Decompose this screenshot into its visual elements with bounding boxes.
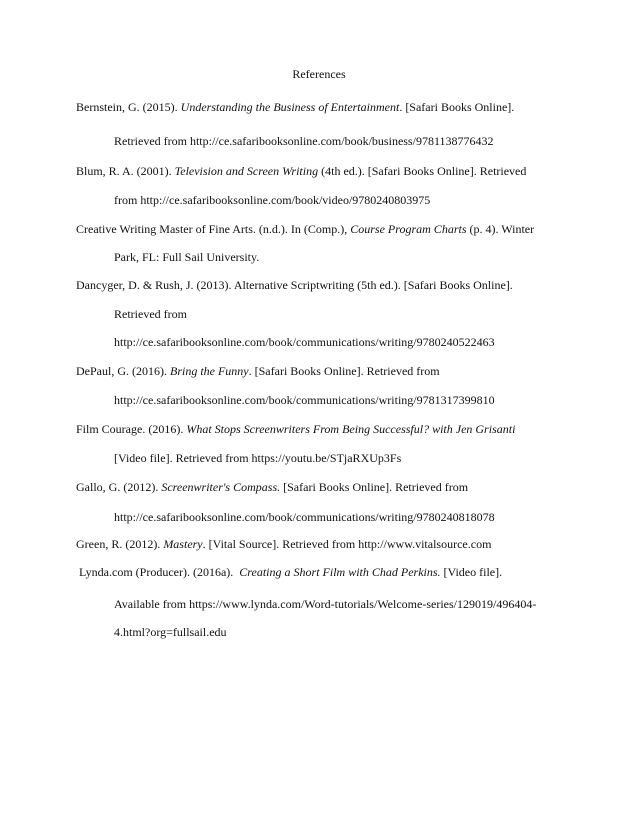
reference-continuation: [Video file]. Retrieved from https://youtu.be/STjaRXUp3Fs	[114, 451, 402, 465]
reference-entry-line	[76, 99, 514, 115]
reference-title: Understanding the Business of Entertainment	[180, 100, 400, 114]
reference-author: DePaul, G. (2016).	[76, 364, 170, 378]
reference-author: Film Courage. (2016).	[76, 422, 187, 436]
reference-continuation: http://ce.safaribooksonline.com/book/communications/writing/9780240522463	[114, 335, 495, 349]
reference-continuation: from http://ce.safaribooksonline.com/book/video/9780240803975	[114, 193, 431, 207]
reference-entry-line	[76, 421, 515, 437]
reference-author: Lynda.com (Producer). (2016a).	[76, 565, 240, 579]
reference-title: Course Program Charts	[350, 222, 467, 236]
reference-author: Green, R. (2012).	[76, 537, 164, 551]
reference-title: Mastery	[163, 537, 203, 551]
reference-entry-line	[76, 564, 502, 580]
reference-continuation: 4.html?org=fullsail.edu	[114, 625, 227, 639]
reference-detail: (4th ed.). [Safari Books Online]. Retrieved	[318, 164, 527, 178]
reference-detail: [Video file].	[440, 565, 503, 579]
reference-continuation: Available from https://www.lynda.com/Word-tutorials/Welcome-series/129019/496404-	[114, 597, 537, 611]
reference-title: Television and Screen Writing	[174, 164, 319, 178]
reference-author: Gallo, G. (2012).	[76, 480, 162, 494]
reference-entry-line	[76, 536, 491, 552]
reference-detail: (p. 4). Winter	[466, 222, 535, 236]
reference-author: Bernstein, G. (2015).	[76, 100, 181, 114]
reference-continuation: Retrieved from http://ce.safaribooksonline.com/book/business/9781138776432	[114, 134, 494, 148]
reference-continuation: http://ce.safaribooksonline.com/book/communications/writing/9780240818078	[114, 510, 495, 524]
reference-continuation: http://ce.safaribooksonline.com/book/communications/writing/9781317399810	[114, 393, 495, 407]
reference-continuation: Retrieved from	[114, 307, 187, 321]
reference-title: Screenwriter's Compass.	[161, 480, 281, 494]
reference-continuation: Park, FL: Full Sail University.	[114, 250, 260, 264]
reference-author: Blum, R. A. (2001).	[76, 164, 175, 178]
reference-entry-line	[76, 363, 440, 379]
reference-title: What Stops Screenwriters From Being Successful? with Jen Grisanti	[186, 422, 516, 436]
reference-entry-line: Dancyger, D. & Rush, J. (2013). Alternative Scriptwriting (5th ed.). [Safari Books Online].	[76, 278, 513, 292]
reference-title: Creating a Short Film with Chad Perkins.	[239, 565, 441, 579]
page-title: References	[292, 67, 346, 81]
reference-title: Bring the Funny	[169, 364, 249, 378]
reference-detail: . [Safari Books Online]. Retrieved from	[248, 364, 440, 378]
reference-detail: [Safari Books Online]. Retrieved from	[280, 480, 469, 494]
reference-author: Creative Writing Master of Fine Arts. (n.d.). In (Comp.),	[76, 222, 351, 236]
reference-detail: . [Safari Books Online].	[399, 100, 515, 114]
reference-entry-line	[76, 221, 534, 237]
reference-entry-line	[76, 163, 526, 179]
reference-detail: . [Vital Source]. Retrieved from http://www.vitalsource.com	[202, 537, 492, 551]
reference-entry-line	[76, 479, 468, 495]
